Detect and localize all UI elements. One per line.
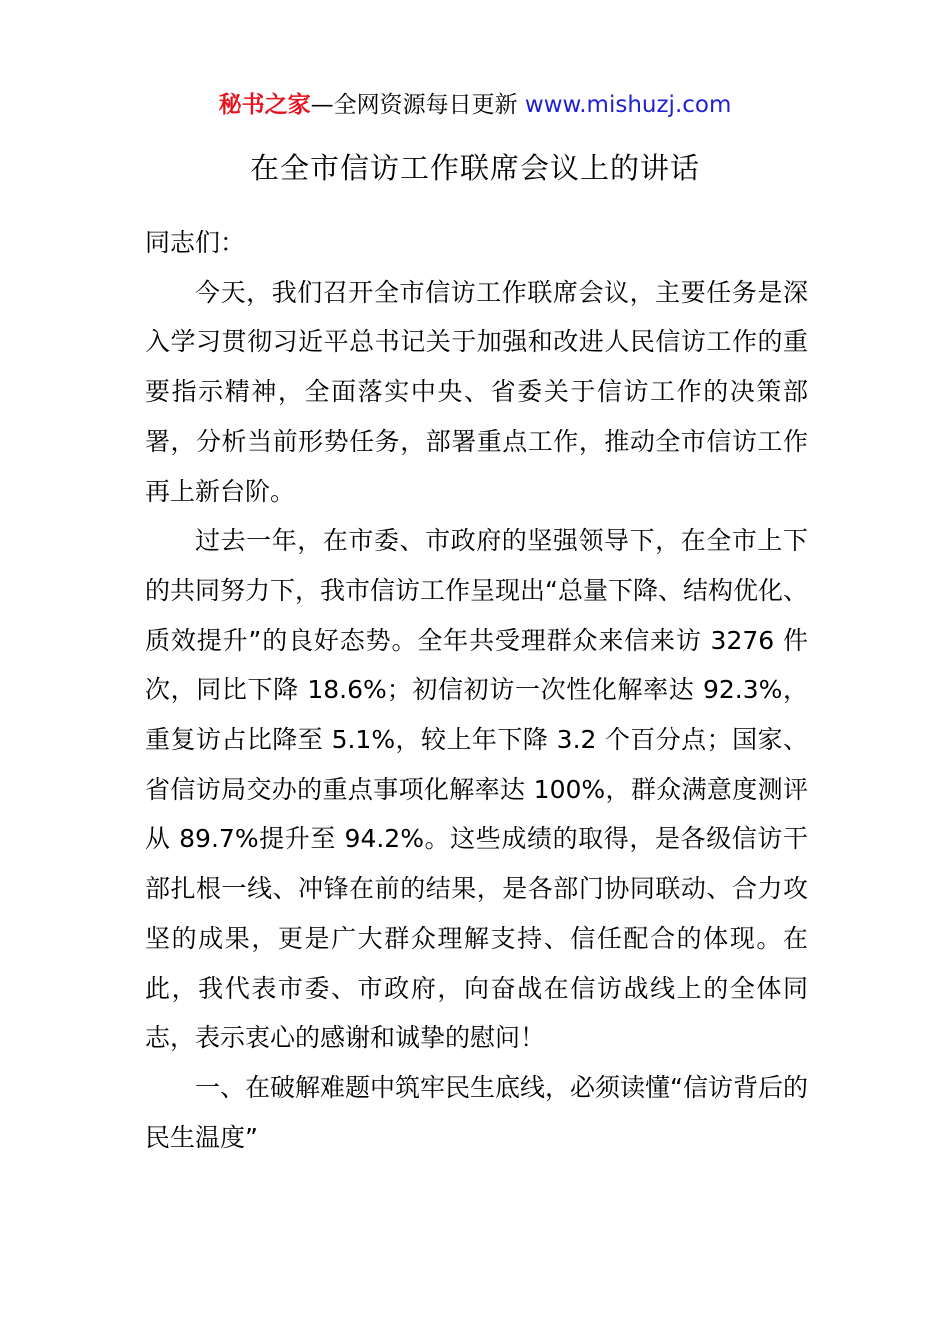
salutation: 同志们： — [145, 228, 246, 257]
document-body — [145, 218, 808, 1162]
site-header — [0, 88, 950, 122]
site-url-link[interactable]: www.mishuzj.com — [524, 92, 732, 118]
site-tagline: —全网资源每日更新 — [310, 92, 525, 118]
document-title: 在全市信访工作联席会议上的讲话 — [249, 151, 700, 185]
paragraph-intro: 今天，我们召开全市信访工作联席会议，主要任务是深入学习贯彻习近平总书记关于加强和改进人民信访工作的重要指示精神，全面落实中央、省委关于信访工作的决策部署，分析当前形势任务，部署重点工作，推动全市信访工作再上新台阶。 — [145, 277, 808, 506]
paragraph-review: 过去一年，在市委、市政府的坚强领导下，在全市上下的共同努力下，我市信访工作呈现出“总量下降、结构优化、质效提升”的良好态势。全年共受理群众来信来访 3276 件次，同比下降 18.6%；初信初访一次性化解率达 92.3%，重复访占比降至 5.1%，较上年下降 3.2 个百分点；国家、省信访局交办的重点事项化解率达 100%，群众满意度测评从 89.7%提升至 94.2%。这些成绩的取得，是各级信访干部扎根一线、冲锋在前的结果，是各部门协同联动、合力攻坚的成果，更是广大群众理解支持、信任配合的体现。在此，我代表市委、市政府，向奋战在信访战线上的全体同志，表示衷心的感谢和诚挚的慰问！ — [145, 526, 808, 1053]
section-heading-1: 一、在破解难题中筑牢民生底线，必须读懂“信访背后的民生温度” — [145, 1072, 808, 1152]
site-brand: 秘书之家 — [218, 92, 311, 118]
